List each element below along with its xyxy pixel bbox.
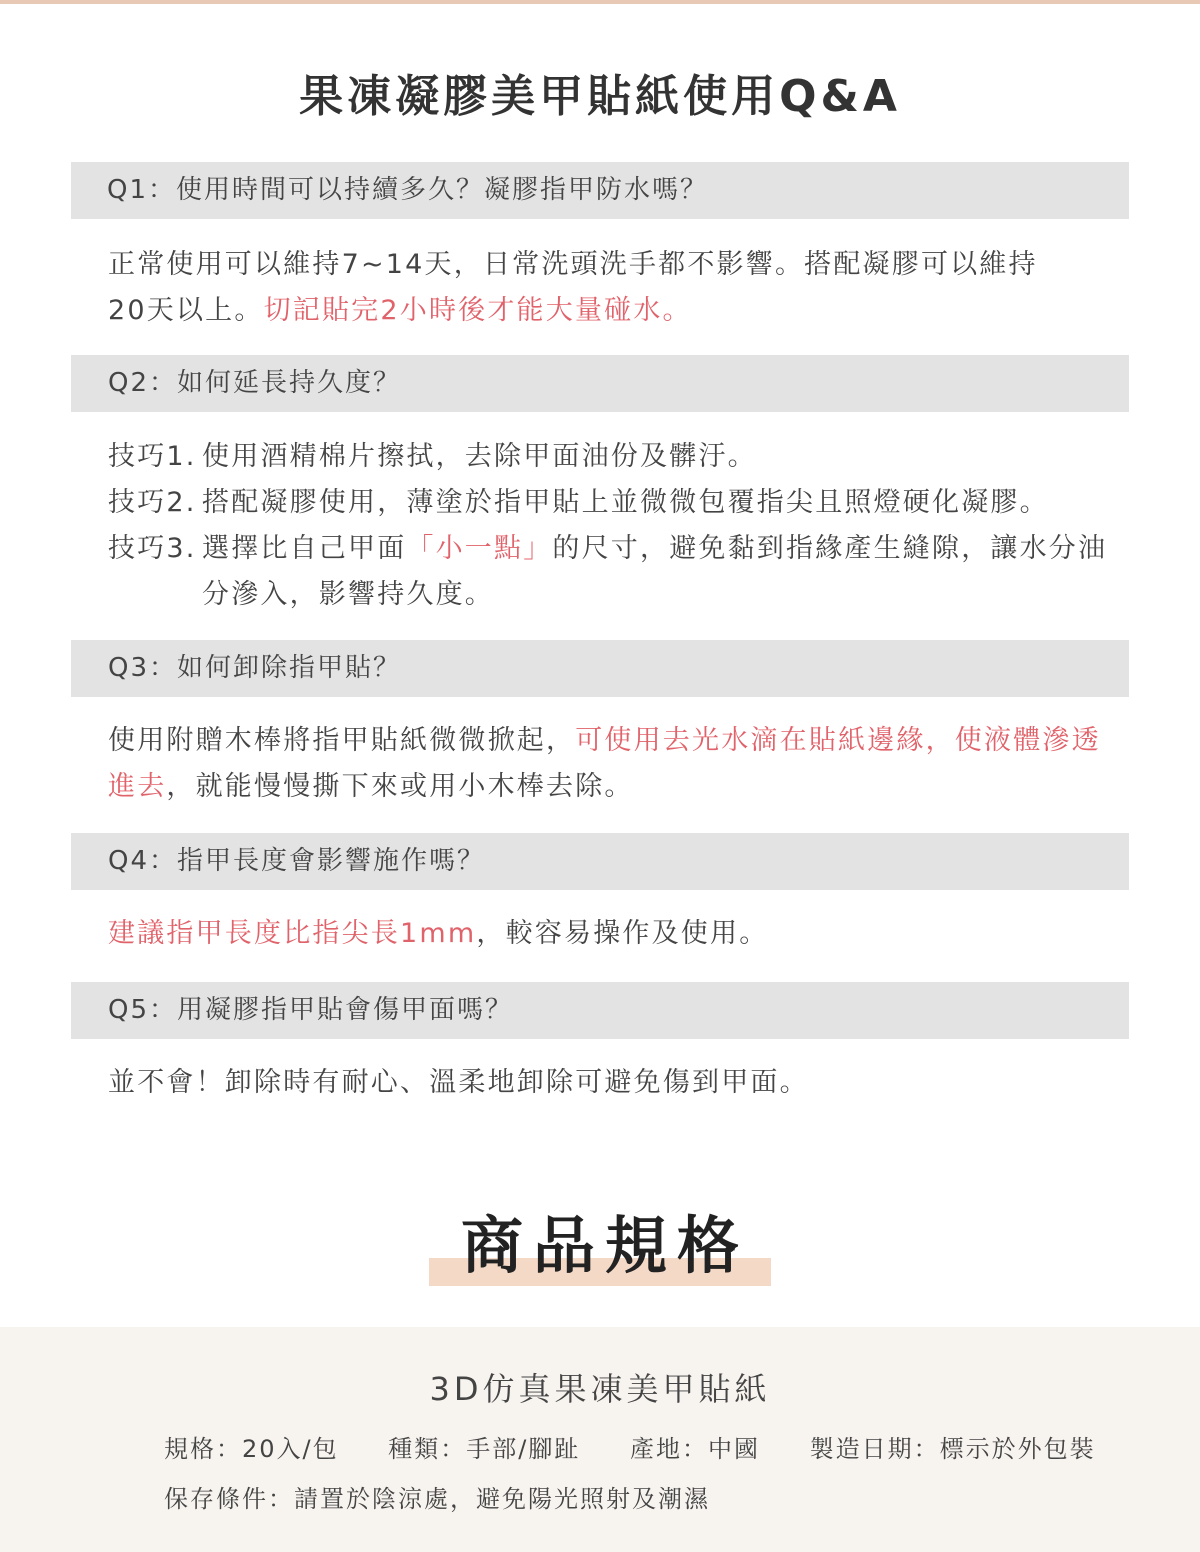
answer-q3-plain2: ，就能慢慢撕下來或用小木棒去除。 [166, 771, 634, 802]
answer-q4-accent: 建議指甲長度比指尖長1mm [108, 918, 477, 949]
answer-q4-text [108, 911, 1118, 957]
spec-type: 種類：手部/腳趾 [388, 1435, 581, 1463]
tip-2-text: 搭配凝膠使用，薄塗於指甲貼上並微微包覆指尖且照燈硬化凝膠。 [202, 487, 1049, 518]
tip-1-label: 技巧1. [108, 441, 197, 472]
spec-origin: 產地：中國 [630, 1435, 760, 1463]
tip-1 [108, 434, 1118, 480]
spec-size: 規格：20入/包 [164, 1435, 339, 1463]
top-divider [0, 0, 1200, 4]
question-bar-q5: Q5：用凝膠指甲貼會傷甲面嗎？ [71, 982, 1129, 1039]
spec-row-1 [164, 1431, 1136, 1467]
spec-panel [0, 1327, 1200, 1552]
answer-q3-accent: 可使用去光水滴在貼紙邊緣，使液體滲透進去 [108, 725, 1101, 802]
spec-title-text: 商品規格 [460, 1209, 749, 1282]
tip-3-label: 技巧3. [108, 533, 197, 564]
answer-q4-plain: ，較容易操作及使用。 [476, 918, 769, 949]
answer-q3-text [108, 718, 1118, 810]
answer-q3 [108, 718, 1118, 810]
answer-q1 [108, 242, 1118, 334]
answer-q1-line1: 正常使用可以維持7~14天，日常洗頭洗手都不影響。搭配凝膠可以維持 [108, 249, 1038, 280]
answer-q1-accent: 切記貼完2小時後才能大量碰水。 [263, 295, 692, 326]
spec-title-section [0, 1204, 1200, 1288]
tip-3-text-before: 選擇比自己甲面 [202, 533, 407, 564]
tip-2 [108, 480, 1118, 526]
answer-q1-plain: 20天以上。 [108, 295, 264, 326]
tip-1-text: 使用酒精棉片擦拭，去除甲面油份及髒汙。 [202, 441, 757, 472]
tip-3-text-after: 的尺寸，避免黏到指緣產生縫隙，讓水分油分滲入，影響持久度。 [202, 533, 1108, 610]
question-bar-q4: Q4：指甲長度會影響施作嗎？ [71, 833, 1129, 890]
spec-row-2 [164, 1481, 750, 1517]
tip-2-label: 技巧2. [108, 487, 197, 518]
answer-q2 [108, 434, 1118, 618]
question-bar-q2: Q2：如何延長持久度？ [71, 355, 1129, 412]
tip-3-accent: 「小一點」 [406, 533, 553, 564]
answer-q5-text: 並不會！卸除時有耐心、溫柔地卸除可避免傷到甲面。 [108, 1067, 809, 1098]
spec-storage: 保存條件：請置於陰涼處，避免陽光照射及潮濕 [164, 1485, 710, 1513]
faq-title: 果凍凝膠美甲貼紙使用Q&A [299, 71, 901, 122]
spec-mfg-date: 製造日期：標示於外包裝 [809, 1435, 1096, 1463]
answer-q3-plain1: 使用附贈木棒將指甲貼紙微微掀起， [108, 725, 576, 756]
answer-q1-line2 [108, 288, 1118, 334]
spec-title [429, 1204, 771, 1288]
tip-3 [108, 526, 1118, 618]
question-bar-q3: Q3：如何卸除指甲貼？ [71, 640, 1129, 697]
answer-q4 [108, 911, 1118, 957]
question-bar-q1: Q1：使用時間可以持續多久？凝膠指甲防水嗎？ [71, 162, 1129, 219]
answer-q5 [108, 1060, 1118, 1106]
product-name: 3D仿真果凍美甲貼紙 [429, 1370, 771, 1408]
